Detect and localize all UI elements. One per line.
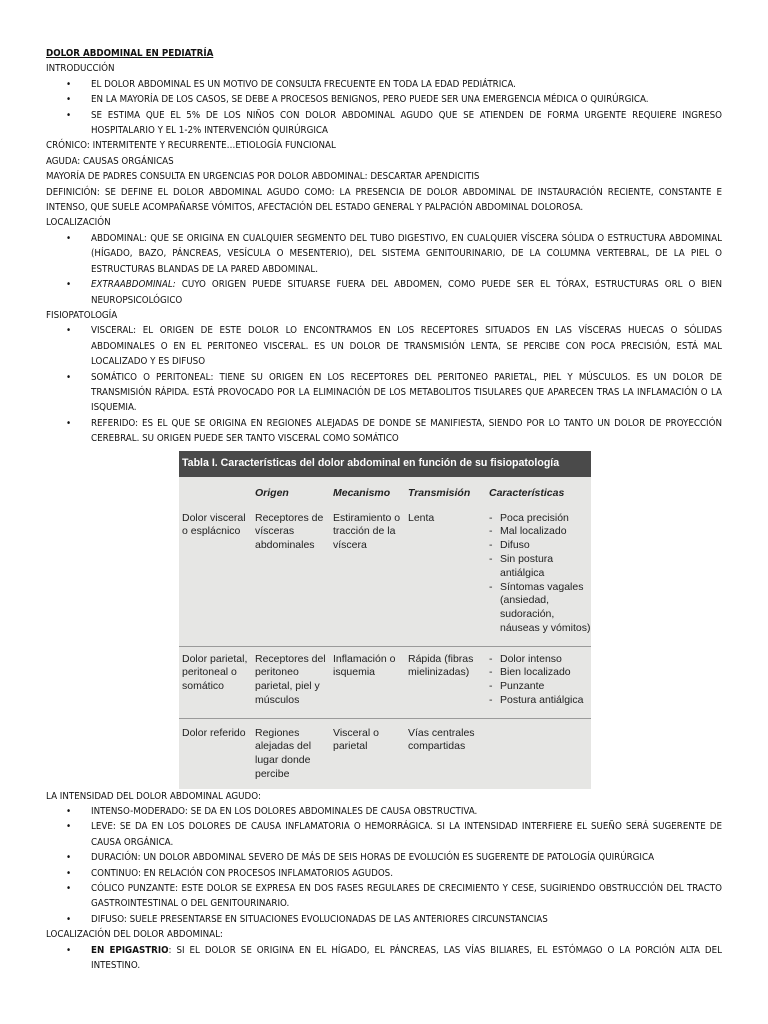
intensidad-list	[46, 804, 722, 927]
loc-dolor-heading: LOCALIZACIÓN DEL DOLOR ABDOMINAL:	[46, 929, 223, 941]
localizacion-list	[46, 231, 722, 308]
fisio-heading: FISIOPATOLOGÍA	[46, 309, 118, 321]
fisio-item: • SOMÁTICO O PERITONEAL: TIENE SU ORIGEN EN LOS RECEPTORES DEL PERITONEO PARIETAL, PIEL Y MÚSCULOS. ES UN DOLOR DE TRANSMISIÓN RÁPIDA. ESTÁ PROVOCADO POR LA ELIMINACIÓN DE LOS METABOLITOS TISULARES QUE APARECEN TRAS LA INFLAMACIÓN O LA ISQUEMIA.	[46, 370, 722, 416]
epigastrio-text: : SI EL DOLOR SE ORIGINA EN EL HÍGADO, EL PÁNCREAS, LAS VÍAS BILIARES, EL ESTÓMAGO O LA PORCIÓN ALTA DEL INTESTINO.	[91, 944, 722, 972]
row-origen: Regiones alejadas del lugar donde percibe	[255, 726, 312, 780]
fisio-list	[46, 323, 722, 446]
intensidad-item: • CÓLICO PUNZANTE: ESTE DOLOR SE EXPRESA EN DOS FASES REGULARES DE CRECIMIENTO Y CESE, SUGIRIENDO OBSTRUCCIÓN DEL TRACTO GASTROINTESTINAL O DEL GENITOURINARIO.	[46, 881, 722, 912]
intro-item: • EN LA MAYORÍA DE LOS CASOS, SE DEBE A PROCESOS BENIGNOS, PERO PUEDE SER UNA EMERGENCIA MÉDICA O QUIRÚRGICA.	[46, 92, 722, 107]
fisio-item: • VISCERAL: EL ORIGEN DE ESTE DOLOR LO ENCONTRAMOS EN LOS RECEPTORES SITUADOS EN LAS VÍSCERAS HUECAS O SÓLIDAS ABDOMINALES O EN EL PERITONEO VISCERAL. ES UN DOLOR DE TRANSMISIÓN LENTA, SE PERCIBE CON POCA PRECISIÓN, ESTÁ MAL LOCALIZADO Y ES DIFUSO	[46, 323, 722, 369]
intensidad-item: • INTENSO-MODERADO: SE DA EN LOS DOLORES ABDOMINALES DE CAUSA OBSTRUCTIVA.	[46, 804, 722, 819]
caracteristica-item: - Sin postura antiálgica	[489, 553, 591, 581]
intensidad-item: • CONTINUO: EN RELACIÓN CON PROCESOS INFLAMATORIOS AGUDOS.	[46, 866, 722, 881]
row-name: Dolor visceral o esplácnico	[182, 511, 246, 538]
intro-item: • EL DOLOR ABDOMINAL ES UN MOTIVO DE CONSULTA FRECUENTE EN TODA LA EDAD PEDIÁTRICA.	[46, 77, 722, 92]
row-transmision: Lenta	[408, 511, 435, 524]
row-caracteristicas	[489, 653, 591, 708]
document-page	[46, 46, 722, 973]
caracteristica-item: - Mal localizado	[489, 525, 591, 539]
caracteristica-item: - Difuso	[489, 539, 591, 553]
intro-heading: INTRODUCCIÓN	[46, 63, 115, 75]
row-mecanismo: Estiramiento o tracción de la víscera	[333, 511, 401, 552]
intensidad-item: • DIFUSO: SUELE PRESENTARSE EN SITUACIONES EVOLUCIONADAS DE LAS ANTERIORES CIRCUNSTANCIAS	[46, 912, 722, 927]
row-name: Dolor referido	[182, 726, 246, 739]
row-transmision: Rápida (fibras mielinizadas)	[408, 652, 474, 679]
aguda-line: AGUDA: CAUSAS ORGÁNICAS	[46, 155, 174, 167]
loc-extra-label: EXTRAABDOMINAL:	[91, 279, 176, 291]
mayoria-line: MAYORÍA DE PADRES CONSULTA EN URGENCIAS POR DOLOR ABDOMINAL: DESCARTAR APENDICITIS	[46, 171, 480, 183]
table-header-caracteristicas: Características	[489, 486, 565, 499]
row-mecanismo: Inflamación o isquemia	[333, 652, 396, 679]
loc-abdominal-item: • ABDOMINAL: QUE SE ORIGINA EN CUALQUIER SEGMENTO DEL TUBO DIGESTIVO, EN CUALQUIER VÍSCERA SÓLIDA O ESTRUCTURA ABDOMINAL (HÍGADO, BAZO, PÁNCREAS, VESÍCULA O MESENTERIO), DEL SISTEMA GENITOURINARIO, DE LA COLUMNA VERTEBRAL, DE LA PIEL O ESTRUCTURAS BLANDAS DE LA PARED ABDOMINAL.	[46, 231, 722, 277]
row-origen: Receptores de vísceras abdominales	[255, 511, 324, 552]
loc-extra-item	[46, 277, 722, 308]
table-divider	[179, 718, 591, 719]
fisio-item: • REFERIDO: ES EL QUE SE ORIGINA EN REGIONES ALEJADAS DE DONDE SE MANIFIESTA, SIENDO POR LO TANTO UN DOLOR DE PROYECCIÓN CEREBRAL. SU ORIGEN PUEDE SER TANTO VISCERAL COMO SOMÁTICO	[46, 416, 722, 447]
caracteristica-item: - Punzante	[489, 680, 591, 694]
row-mecanismo: Visceral o parietal	[333, 726, 379, 753]
row-caracteristicas	[489, 512, 591, 636]
table-title: Tabla I. Características del dolor abdominal en función de su fisiopatología	[179, 451, 591, 477]
doc-title: DOLOR ABDOMINAL EN PEDIATRÍA	[46, 48, 214, 59]
loc-dolor-list	[46, 943, 722, 974]
caracteristica-item: - Poca precisión	[489, 512, 591, 526]
intro-list	[46, 77, 722, 139]
intro-item: • SE ESTIMA QUE EL 5% DE LOS NIÑOS CON DOLOR ABDOMINAL AGUDO QUE SE ATIENDEN DE FORMA URGENTE REQUIERE INGRESO HOSPITALARIO Y EL 1-2% INTERVENCIÓN QUIRÚRGICA	[46, 108, 722, 139]
table-header-transmision: Transmisión	[408, 486, 471, 499]
epigastrio-item	[46, 943, 722, 974]
caracteristica-item: - Bien localizado	[489, 666, 591, 680]
epigastrio-label: EN EPIGASTRIO	[91, 944, 169, 956]
row-origen: Receptores del peritoneo parietal, piel y músculos	[255, 652, 326, 706]
definicion-paragraph: DEFINICIÓN: SE DEFINE EL DOLOR ABDOMINAL AGUDO COMO: LA PRESENCIA DE DOLOR ABDOMINAL DE INSTAURACIÓN RECIENTE, CONSTANTE E INTENSO, QUE SUELE ACOMPAÑARSE VÓMITOS, AFECTACIÓN DEL ESTADO GENERAL Y PALPACIÓN ABDOMINAL DOLOROSA.	[46, 186, 722, 214]
localizacion-heading: LOCALIZACIÓN	[46, 217, 111, 229]
row-transmision: Vías centrales compartidas	[408, 726, 475, 753]
fisiopatologia-table	[179, 451, 591, 789]
table-divider	[179, 646, 591, 647]
intensidad-item: • DURACIÓN: UN DOLOR ABDOMINAL SEVERO DE MÁS DE SEIS HORAS DE EVOLUCIÓN ES SUGERENTE DE PATOLOGÍA QUIRÚRGICA	[46, 850, 722, 865]
caracteristica-item: - Dolor intenso	[489, 653, 591, 667]
row-name: Dolor parietal, peritoneal o somático	[182, 652, 248, 693]
loc-extra-text: CUYO ORIGEN PUEDE SITUARSE FUERA DEL ABDOMEN, COMO PUEDE SER EL TÓRAX, ESTRUCTURAS ORL O BIEN NEUROPSICOLÓGICO	[91, 279, 722, 306]
intensidad-heading: LA INTENSIDAD DEL DOLOR ABDOMINAL AGUDO:	[46, 790, 261, 802]
caracteristica-item: - Postura antiálgica	[489, 694, 591, 708]
cronico-line: CRÓNICO: INTERMITENTE Y RECURRENTE…ETIOLOGÍA FUNCIONAL	[46, 140, 336, 152]
caracteristica-item: - Síntomas vagales (ansiedad, sudoración, náuseas y vómitos)	[489, 581, 591, 636]
intensidad-item: • LEVE: SE DA EN LOS DOLORES DE CAUSA INFLAMATORIA O HEMORRÁGICA. SI LA INTENSIDAD INTERFIERE EL SUEÑO SERÁ SUGERENTE DE CAUSA ORGÁNICA.	[46, 819, 722, 850]
table-header-origen: Origen	[255, 486, 289, 499]
table-header-mecanismo: Mecanismo	[333, 486, 391, 499]
